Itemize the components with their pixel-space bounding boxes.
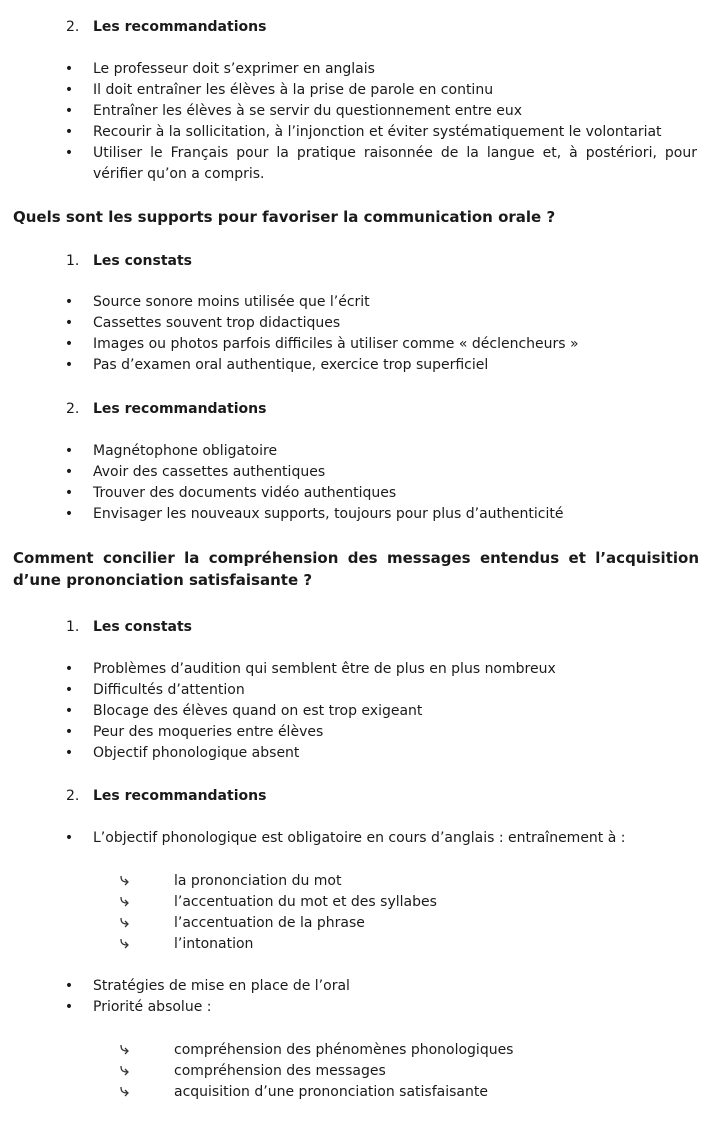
list-item	[64, 59, 697, 80]
bullet-list	[64, 59, 697, 185]
sub-list-item-text: la prononciation du mot	[174, 873, 342, 889]
sub-list-item-text: compréhension des messages	[174, 1063, 386, 1079]
list-item-text: Entraîner les élèves à se servir du questionnement entre eux	[93, 103, 523, 119]
list-item	[64, 355, 697, 376]
bullet-list	[64, 441, 697, 525]
bullet-dot-icon: •	[64, 724, 74, 740]
heading-text: Les recommandations	[93, 19, 267, 35]
sub-list-item-text: acquisition d’une prononciation satisfaisante	[174, 1084, 488, 1100]
bullet-dot-icon: •	[64, 682, 74, 698]
section-heading-recommandations	[66, 788, 266, 804]
hooked-arrow-icon	[118, 895, 132, 909]
hooked-arrow-icon	[118, 1085, 132, 1099]
bullet-list	[64, 659, 697, 764]
list-item	[64, 659, 697, 680]
heading-number: 2.	[66, 401, 80, 417]
bullet-dot-icon: •	[64, 830, 74, 846]
sub-list-item-text: l’accentuation de la phrase	[174, 915, 365, 931]
list-item-text: Pas d’examen oral authentique, exercice trop superficiel	[93, 357, 489, 373]
sub-list-item-text: l’intonation	[174, 936, 254, 952]
list-item-text: Stratégies de mise en place de l’oral	[93, 978, 350, 994]
bullet-list	[64, 292, 697, 376]
bullet-dot-icon: •	[64, 82, 74, 98]
bullet-dot-icon: •	[64, 61, 74, 77]
sub-list-item	[118, 1061, 678, 1082]
bullet-dot-icon: •	[64, 124, 74, 140]
list-item	[64, 828, 697, 849]
list-item-text: Utiliser le Français pour la pratique raisonnée de la langue et, à postériori, pour vérifier qu’on a compris.	[93, 145, 697, 182]
bullet-dot-icon: •	[64, 443, 74, 459]
list-item	[64, 101, 697, 122]
list-item	[64, 722, 697, 743]
list-item	[64, 292, 697, 313]
list-item-text: Le professeur doit s’exprimer en anglais	[93, 61, 375, 77]
list-item-text: Trouver des documents vidéo authentiques	[93, 485, 397, 501]
section-heading-recommandations	[66, 401, 266, 417]
hooked-arrow-icon	[118, 1043, 132, 1057]
sub-list-item	[118, 913, 678, 934]
bullet-dot-icon: •	[64, 294, 74, 310]
section-heading-constats	[66, 253, 192, 269]
list-item-text: Recourir à la sollicitation, à l’injonction et éviter systématiquement le volontariat	[93, 124, 662, 140]
list-item-text: Magnétophone obligatoire	[93, 443, 278, 459]
list-item-text: Priorité absolue :	[93, 999, 212, 1015]
bullet-dot-icon: •	[64, 485, 74, 501]
arrow-sub-list	[118, 871, 678, 955]
list-item	[64, 441, 697, 462]
list-item	[64, 483, 697, 504]
section-heading-recommandations	[66, 19, 266, 35]
hooked-arrow-icon	[118, 916, 132, 930]
list-item-text: Problèmes d’audition qui semblent être de plus en plus nombreux	[93, 661, 556, 677]
list-item	[64, 462, 697, 483]
bullet-dot-icon: •	[64, 703, 74, 719]
list-item-text: Avoir des cassettes authentiques	[93, 464, 326, 480]
list-item-text: Cassettes souvent trop didactiques	[93, 315, 341, 331]
sub-list-item	[118, 1040, 678, 1061]
sub-list-item-text: l’accentuation du mot et des syllabes	[174, 894, 437, 910]
heading-number: 2.	[66, 19, 80, 35]
list-item	[64, 680, 697, 701]
bullet-dot-icon: •	[64, 464, 74, 480]
heading-number: 1.	[66, 619, 80, 635]
list-item	[64, 80, 697, 101]
heading-number: 1.	[66, 253, 80, 269]
list-item	[64, 976, 697, 997]
bullet-dot-icon: •	[64, 745, 74, 761]
bullet-dot-icon: •	[64, 315, 74, 331]
hooked-arrow-icon	[118, 1064, 132, 1078]
sub-list-item	[118, 934, 678, 955]
list-item	[64, 143, 697, 185]
sub-list-item	[118, 871, 678, 892]
list-item-text: Difficultés d’attention	[93, 682, 245, 698]
list-item-text: Peur des moqueries entre élèves	[93, 724, 324, 740]
list-item	[64, 504, 697, 525]
heading-text: Les recommandations	[93, 788, 267, 804]
list-item	[64, 313, 697, 334]
section-question: Comment concilier la compréhension des messages entendus et l’acquisition d’une prononciation satisfaisante ?	[13, 549, 699, 589]
bullet-dot-icon: •	[64, 145, 74, 161]
bullet-dot-icon: •	[64, 506, 74, 522]
heading-number: 2.	[66, 788, 80, 804]
list-item-text: L’objectif phonologique est obligatoire en cours d’anglais : entraînement à :	[93, 830, 626, 846]
list-item	[64, 701, 697, 722]
list-item	[64, 997, 697, 1018]
list-item-text: Blocage des élèves quand on est trop exigeant	[93, 703, 423, 719]
sub-list-item-text: compréhension des phénomènes phonologiques	[174, 1042, 514, 1058]
list-item	[64, 122, 697, 143]
sub-list-item	[118, 1082, 678, 1103]
list-item-text: Envisager les nouveaux supports, toujours pour plus d’authenticité	[93, 506, 564, 522]
bullet-dot-icon: •	[64, 357, 74, 373]
bullet-list	[64, 828, 697, 849]
bullet-dot-icon: •	[64, 661, 74, 677]
heading-text: Les recommandations	[93, 401, 267, 417]
bullet-dot-icon: •	[64, 978, 74, 994]
list-item-text: Il doit entraîner les élèves à la prise de parole en continu	[93, 82, 494, 98]
list-item-text: Source sonore moins utilisée que l’écrit	[93, 294, 370, 310]
heading-text: Les constats	[93, 253, 193, 269]
hooked-arrow-icon	[118, 874, 132, 888]
section-heading-constats	[66, 619, 192, 635]
section-question: Quels sont les supports pour favoriser la communication orale ?	[13, 208, 556, 226]
heading-text: Les constats	[93, 619, 193, 635]
hooked-arrow-icon	[118, 937, 132, 951]
list-item	[64, 743, 697, 764]
bullet-dot-icon: •	[64, 103, 74, 119]
bullet-list	[64, 976, 697, 1018]
bullet-dot-icon: •	[64, 336, 74, 352]
bullet-dot-icon: •	[64, 999, 74, 1015]
list-item	[64, 334, 697, 355]
arrow-sub-list	[118, 1040, 678, 1103]
list-item-text: Objectif phonologique absent	[93, 745, 300, 761]
sub-list-item	[118, 892, 678, 913]
list-item-text: Images ou photos parfois difficiles à utiliser comme « déclencheurs »	[93, 336, 579, 352]
